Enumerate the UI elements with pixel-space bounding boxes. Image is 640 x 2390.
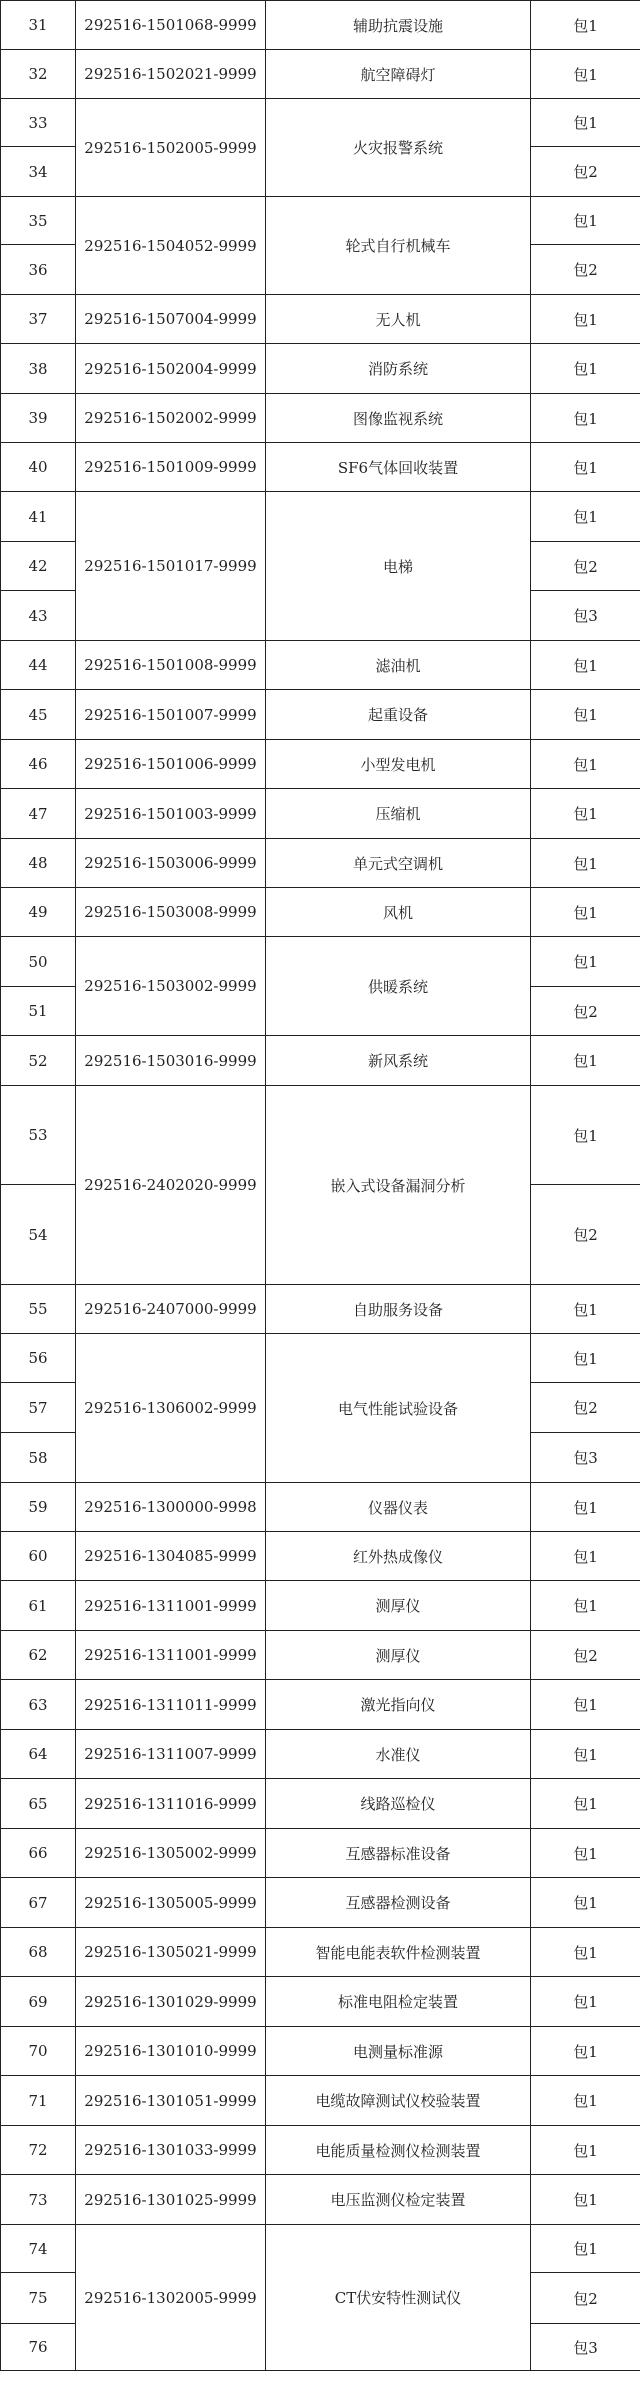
- package-cell: 包1: [531, 1036, 640, 1086]
- table-row: [1, 1334, 640, 1383]
- package-cell: 包2: [531, 1185, 640, 1285]
- item-name-cell: 测厚仪: [266, 1581, 531, 1631]
- package-cell: 包1: [531, 2076, 640, 2126]
- item-name-cell: 无人机: [266, 295, 531, 344]
- table-row: [1, 1631, 640, 1680]
- row-number-cell: 67: [1, 1878, 76, 1928]
- item-name-cell: 测厚仪: [266, 1631, 531, 1680]
- package-cell: 包1: [531, 740, 640, 789]
- material-code-cell: 292516-1301029-9999: [76, 1977, 266, 2027]
- row-number-cell: 63: [1, 1680, 76, 1730]
- material-code-cell: 292516-1502021-9999: [76, 50, 266, 99]
- material-code-cell: 292516-1311007-9999: [76, 1730, 266, 1779]
- table-row: [1, 1285, 640, 1334]
- item-name-cell: 单元式空调机: [266, 839, 531, 888]
- item-name-cell: 消防系统: [266, 344, 531, 394]
- table-row: [1, 2027, 640, 2076]
- material-code-cell: 292516-1304085-9999: [76, 1532, 266, 1581]
- row-number-cell: 66: [1, 1829, 76, 1878]
- package-cell: 包1: [531, 1928, 640, 1977]
- table-row: [1, 344, 640, 394]
- package-cell: 包1: [531, 295, 640, 344]
- item-name-cell: 激光指向仪: [266, 1680, 531, 1730]
- material-code-cell: 292516-1301025-9999: [76, 2175, 266, 2225]
- table-row: [1, 1483, 640, 1532]
- material-code-cell: 292516-1311001-9999: [76, 1631, 266, 1680]
- row-number-cell: 43: [1, 591, 76, 641]
- table-row: [1, 690, 640, 740]
- package-cell: 包2: [531, 245, 640, 295]
- package-cell: 包1: [531, 1532, 640, 1581]
- row-number-cell: 71: [1, 2076, 76, 2126]
- package-cell: 包1: [531, 50, 640, 99]
- material-code-cell: 292516-1504052-9999: [76, 197, 266, 295]
- item-name-cell: 电能质量检测仪检测装置: [266, 2126, 531, 2175]
- row-number-cell: 54: [1, 1185, 76, 1285]
- material-code-cell: 292516-1311016-9999: [76, 1779, 266, 1829]
- item-name-cell: 水准仪: [266, 1730, 531, 1779]
- row-number-cell: 31: [1, 1, 76, 50]
- item-name-cell: 嵌入式设备漏洞分析: [266, 1086, 531, 1285]
- table-row: [1, 888, 640, 937]
- table-row: [1, 1532, 640, 1581]
- item-name-cell: 电缆故障测试仪校验装置: [266, 2076, 531, 2126]
- package-cell: 包2: [531, 2273, 640, 2324]
- package-cell: 包2: [531, 987, 640, 1036]
- package-cell: 包1: [531, 2225, 640, 2273]
- item-name-cell: 电气性能试验设备: [266, 1334, 531, 1483]
- item-name-cell: 航空障碍灯: [266, 50, 531, 99]
- material-code-cell: 292516-1503006-9999: [76, 839, 266, 888]
- package-cell: 包3: [531, 591, 640, 641]
- package-cell: 包1: [531, 1779, 640, 1829]
- item-name-cell: 起重设备: [266, 690, 531, 740]
- package-cell: 包2: [531, 1631, 640, 1680]
- table-row: [1, 1581, 640, 1631]
- item-name-cell: SF6气体回收装置: [266, 443, 531, 492]
- package-cell: 包1: [531, 839, 640, 888]
- table-row: [1, 443, 640, 492]
- table-row: [1, 394, 640, 443]
- package-cell: 包1: [531, 2126, 640, 2175]
- row-number-cell: 74: [1, 2225, 76, 2273]
- row-number-cell: 68: [1, 1928, 76, 1977]
- item-name-cell: 智能电能表软件检测装置: [266, 1928, 531, 1977]
- table-row: [1, 1977, 640, 2027]
- material-code-cell: 292516-1501007-9999: [76, 690, 266, 740]
- table-row: [1, 295, 640, 344]
- package-cell: 包1: [531, 1730, 640, 1779]
- material-code-cell: 292516-1301033-9999: [76, 2126, 266, 2175]
- table-row: [1, 1680, 640, 1730]
- table-row: [1, 789, 640, 839]
- table-row: [1, 1086, 640, 1185]
- material-code-cell: 292516-1501009-9999: [76, 443, 266, 492]
- material-code-cell: 292516-1503008-9999: [76, 888, 266, 937]
- row-number-cell: 72: [1, 2126, 76, 2175]
- package-cell: 包1: [531, 641, 640, 690]
- material-code-cell: 292516-1501017-9999: [76, 492, 266, 641]
- material-code-cell: 292516-1501006-9999: [76, 740, 266, 789]
- table-row: [1, 492, 640, 542]
- package-cell: 包1: [531, 394, 640, 443]
- material-code-cell: 292516-1306002-9999: [76, 1334, 266, 1483]
- row-number-cell: 60: [1, 1532, 76, 1581]
- table-row: [1, 641, 640, 690]
- table-row: [1, 197, 640, 245]
- row-number-cell: 62: [1, 1631, 76, 1680]
- table-row: [1, 1829, 640, 1878]
- item-name-cell: 仪器仪表: [266, 1483, 531, 1532]
- material-code-cell: 292516-2407000-9999: [76, 1285, 266, 1334]
- row-number-cell: 69: [1, 1977, 76, 2027]
- package-cell: 包1: [531, 690, 640, 740]
- package-cell: 包1: [531, 1483, 640, 1532]
- item-name-cell: 自助服务设备: [266, 1285, 531, 1334]
- row-number-cell: 56: [1, 1334, 76, 1383]
- table-row: [1, 1, 640, 50]
- table-row: [1, 50, 640, 99]
- row-number-cell: 42: [1, 542, 76, 591]
- row-number-cell: 65: [1, 1779, 76, 1829]
- row-number-cell: 44: [1, 641, 76, 690]
- material-code-cell: 292516-1502005-9999: [76, 99, 266, 197]
- row-number-cell: 49: [1, 888, 76, 937]
- table-row: [1, 937, 640, 987]
- package-cell: 包1: [531, 789, 640, 839]
- material-code-cell: 292516-1311001-9999: [76, 1581, 266, 1631]
- package-cell: 包1: [531, 1680, 640, 1730]
- table-row: [1, 839, 640, 888]
- row-number-cell: 34: [1, 147, 76, 197]
- package-cell: 包1: [531, 344, 640, 394]
- material-code-cell: 292516-1301051-9999: [76, 2076, 266, 2126]
- package-cell: 包1: [531, 99, 640, 147]
- package-cell: 包1: [531, 1977, 640, 2027]
- row-number-cell: 47: [1, 789, 76, 839]
- row-number-cell: 38: [1, 344, 76, 394]
- item-name-cell: 互感器检测设备: [266, 1878, 531, 1928]
- material-code-cell: 292516-1300000-9998: [76, 1483, 266, 1532]
- package-cell: 包3: [531, 2324, 640, 2371]
- row-number-cell: 73: [1, 2175, 76, 2225]
- table-row: [1, 740, 640, 789]
- table-row: [1, 1730, 640, 1779]
- package-cell: 包1: [531, 937, 640, 987]
- item-name-cell: 小型发电机: [266, 740, 531, 789]
- material-code-cell: 292516-1501008-9999: [76, 641, 266, 690]
- package-cell: 包1: [531, 2175, 640, 2225]
- material-code-cell: 292516-1507004-9999: [76, 295, 266, 344]
- row-number-cell: 70: [1, 2027, 76, 2076]
- row-number-cell: 45: [1, 690, 76, 740]
- row-number-cell: 52: [1, 1036, 76, 1086]
- row-number-cell: 35: [1, 197, 76, 245]
- package-cell: 包1: [531, 1285, 640, 1334]
- item-name-cell: 线路巡检仪: [266, 1779, 531, 1829]
- material-code-cell: 292516-1301010-9999: [76, 2027, 266, 2076]
- table-row: [1, 2225, 640, 2273]
- material-code-cell: 292516-1305021-9999: [76, 1928, 266, 1977]
- package-cell: 包1: [531, 1334, 640, 1383]
- material-code-cell: 292516-1305005-9999: [76, 1878, 266, 1928]
- package-cell: 包1: [531, 1581, 640, 1631]
- package-cell: 包3: [531, 1433, 640, 1483]
- item-name-cell: 风机: [266, 888, 531, 937]
- row-number-cell: 32: [1, 50, 76, 99]
- material-code-cell: 292516-2402020-9999: [76, 1086, 266, 1285]
- table-row: [1, 2126, 640, 2175]
- row-number-cell: 39: [1, 394, 76, 443]
- row-number-cell: 36: [1, 245, 76, 295]
- row-number-cell: 55: [1, 1285, 76, 1334]
- row-number-cell: 50: [1, 937, 76, 987]
- item-name-cell: 新风系统: [266, 1036, 531, 1086]
- table-row: [1, 2076, 640, 2126]
- material-code-cell: 292516-1311011-9999: [76, 1680, 266, 1730]
- material-code-cell: 292516-1501003-9999: [76, 789, 266, 839]
- table-row: [1, 1036, 640, 1086]
- row-number-cell: 33: [1, 99, 76, 147]
- row-number-cell: 40: [1, 443, 76, 492]
- package-cell: 包1: [531, 1086, 640, 1185]
- package-cell: 包1: [531, 1878, 640, 1928]
- item-name-cell: 图像监视系统: [266, 394, 531, 443]
- item-name-cell: 电压监测仪检定装置: [266, 2175, 531, 2225]
- row-number-cell: 48: [1, 839, 76, 888]
- item-name-cell: 火灾报警系统: [266, 99, 531, 197]
- table-body: [1, 1, 640, 2371]
- package-cell: 包1: [531, 888, 640, 937]
- row-number-cell: 53: [1, 1086, 76, 1185]
- row-number-cell: 37: [1, 295, 76, 344]
- row-number-cell: 64: [1, 1730, 76, 1779]
- item-name-cell: 标准电阻检定装置: [266, 1977, 531, 2027]
- table-row: [1, 99, 640, 147]
- item-name-cell: 红外热成像仪: [266, 1532, 531, 1581]
- material-code-cell: 292516-1503002-9999: [76, 937, 266, 1036]
- package-cell: 包2: [531, 542, 640, 591]
- package-cell: 包1: [531, 1829, 640, 1878]
- row-number-cell: 58: [1, 1433, 76, 1483]
- item-name-cell: 电梯: [266, 492, 531, 641]
- package-cell: 包1: [531, 2027, 640, 2076]
- package-cell: 包1: [531, 492, 640, 542]
- item-name-cell: CT伏安特性测试仪: [266, 2225, 531, 2371]
- item-name-cell: 电测量标准源: [266, 2027, 531, 2076]
- table-row: [1, 2175, 640, 2225]
- item-name-cell: 轮式自行机械车: [266, 197, 531, 295]
- package-cell: 包2: [531, 1383, 640, 1433]
- row-number-cell: 46: [1, 740, 76, 789]
- package-cell: 包1: [531, 1, 640, 50]
- item-name-cell: 互感器标准设备: [266, 1829, 531, 1878]
- row-number-cell: 51: [1, 987, 76, 1036]
- table-row: [1, 1878, 640, 1928]
- row-number-cell: 41: [1, 492, 76, 542]
- material-code-cell: 292516-1501068-9999: [76, 1, 266, 50]
- material-code-cell: 292516-1302005-9999: [76, 2225, 266, 2371]
- material-code-cell: 292516-1502002-9999: [76, 394, 266, 443]
- row-number-cell: 57: [1, 1383, 76, 1433]
- item-name-cell: 滤油机: [266, 641, 531, 690]
- package-cell: 包1: [531, 197, 640, 245]
- row-number-cell: 61: [1, 1581, 76, 1631]
- row-number-cell: 59: [1, 1483, 76, 1532]
- table-row: [1, 1928, 640, 1977]
- item-name-cell: 辅助抗震设施: [266, 1, 531, 50]
- material-code-cell: 292516-1503016-9999: [76, 1036, 266, 1086]
- material-code-cell: 292516-1502004-9999: [76, 344, 266, 394]
- package-cell: 包1: [531, 443, 640, 492]
- row-number-cell: 75: [1, 2273, 76, 2324]
- material-code-cell: 292516-1305002-9999: [76, 1829, 266, 1878]
- item-name-cell: 供暖系统: [266, 937, 531, 1036]
- item-name-cell: 压缩机: [266, 789, 531, 839]
- table-row: [1, 1779, 640, 1829]
- package-cell: 包2: [531, 147, 640, 197]
- row-number-cell: 76: [1, 2324, 76, 2371]
